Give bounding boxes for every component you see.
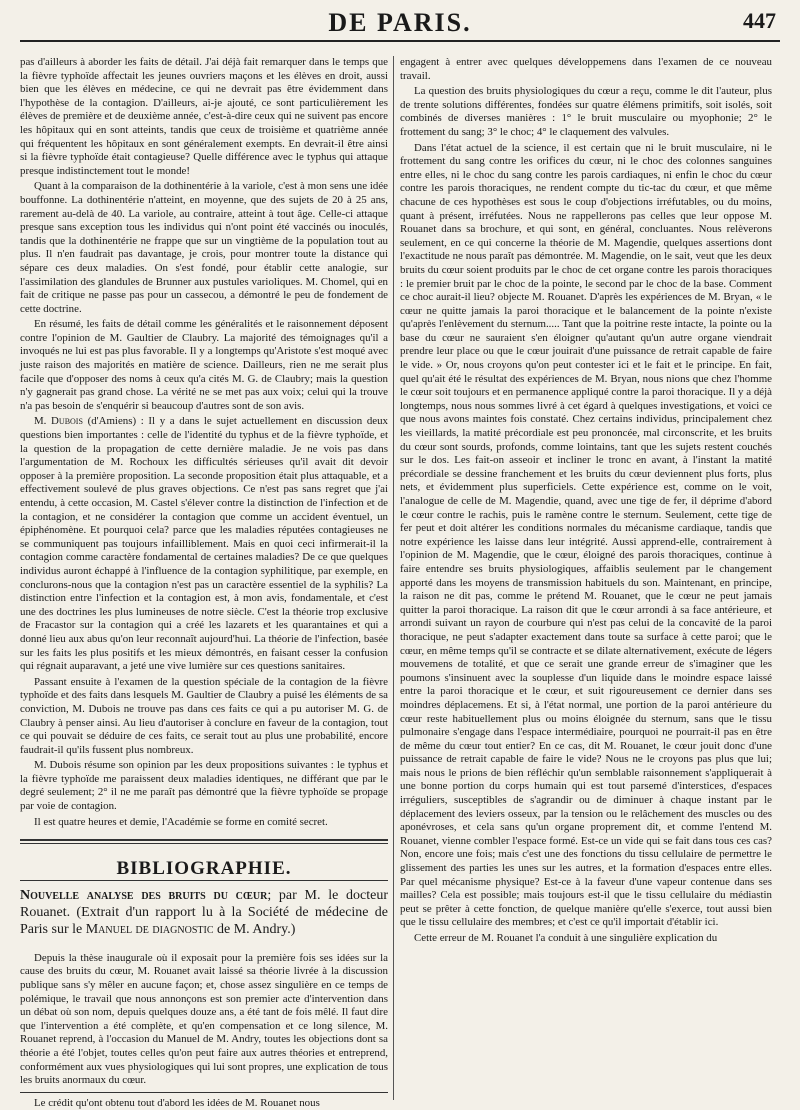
paragraph: engagent à entrer avec quelques développemens dans l'examen de ce nouveau travail. [400, 56, 772, 82]
paragraph: pas d'ailleurs à aborder les faits de détail. J'ai déjà fait remarquer dans le temps que la fièvre typhoïde affectait les jeunes ouvriers maçons et les élèves en droit, aussi bien que les élèves en médecine, ce qui ne devrait pas être évidemment dans l'hypothèse de la contagion. D'ailleurs, ai-je ajouté, ce sont particulièrement les élèves de première et de deuxième année, c'est-à-dire ceux qui ne suivent pas encore les hôpitaux qui en sont atteints, tandis que ceux de troisième et quatrième année qui fréquentent les hôpitaux en sont généralement exempts. En devrait-il être ainsi si la fièvre typhoïde était contagieuse? Quelle différence avec le typhus qui attaque presque indistinctement tout le monde! [20, 56, 388, 177]
page-number: 447 [743, 8, 776, 33]
paragraph-last-line: Cette erreur de M. Rouanet l'a conduit à une singulière explication du [414, 932, 718, 944]
section-separator [20, 839, 388, 844]
paragraph: M. Dubois résume son opinion par les deux propositions suivantes : le typhus et la fièvre typhoïde me paraissent deux maladies identiques, ne différant que par le degré seulement; 2° il ne me paraît pas démontré que la fièvre typhoïde se propage par voie de contagion. [20, 759, 388, 813]
paragraph: Passant ensuite à l'examen de la question spéciale de la contagion de la fièvre typhoïde et des faits dans lesquels M. Gaultier de Claubry a puisé les éléments de sa conviction, M. Dubois ne trouve pas dans ces faits ce qui a pu autoriser M. G. de Claubry à penser ainsi. Au lieu d'autoriser à conclure en faveur de la contagion, tout ce qui pouvait se déduire de ces faits, ce serait tout au plus une probabilité, encore faudrait-il qu'ils fussent plus nombreux. [20, 675, 388, 756]
speaker-name: M. Dubois [34, 415, 83, 428]
paragraph: En résumé, les faits de détail comme les généralités et le raisonnement déposent contre l'opinion de M. Gaultier de Claubry. La majorité des témoignages qu'il a invoqués ne lui est pas plus favorable. Il y a longtemps qu'Aristote s'est moqué avec juste raison des majorités en matière de science. Dailleurs, rien ne me serait plus facile que d'opposer des noms à ceux qu'a cités M. G. de Claubry; mais la question n'y gagnerait pas grand chose. La vérité ne se met pas aux voix; celui qui la trouve n'a pas besoin de s'enquérir si beaucoup d'autres sont de son avis. [20, 318, 388, 412]
article-title-end: de M. Andry.) [213, 921, 296, 937]
page-header [20, 6, 780, 42]
right-column [400, 56, 772, 1100]
paragraph-rule [20, 1092, 388, 1093]
article-title-manuel: Manuel de diagnostic [85, 921, 214, 937]
column-divider [393, 56, 394, 1100]
paragraph: Quant à la comparaison de la dothinentérie à la variole, c'est à mon sens une idée bouffonne. La dothinentérie n'atteint, en moyenne, que des sujets de 20 à 25 ans, rarement au-delà de 40. La variole, au contraire, atteint à tout âge. Celle-ci attaque presque sans exception tous les individus qui n'ont point été vaccinés ou inoculés, tandis que la dothinentérie ne frappe que sur un vingtième de la population tout au plus. Il n'en faudrait pas davantage, je crois, pour montrer toute la distance qui sépare ces deux maladies. On s'est fondé, pour établir cette analogie, sur l'assimilation des glandules de Brunner aux pustules varioliques. M. Chomel, qui en fait de critique ne passe pas pour un cassecou, a démontré le peu de fondement de cette doctrine. [20, 180, 388, 315]
heading-rule [20, 880, 388, 881]
paragraph: La question des bruits physiologiques du cœur a reçu, comme le dit l'auteur, plus de trente solutions différentes, fondées sur quatre élémens primitifs, soit isolés, soit combinés de diverses manières : 1° le bruit musculaire ou myophonie; 2° le frottement du sang; 3° le choc; 4° le claquement des valvules. [400, 85, 772, 138]
speaker-paragraph [20, 415, 388, 673]
paragraph: Dans l'état actuel de la science, il est certain que ni le bruit musculaire, ni le frottement du sang contre les orifices du cœur, ni le choc des colonnes sanguines entre elles, ni le choc du sang contre les parois cardiaques, ni enfin le choc du cœur contre les parois thoraciques, ne rendent compte du tic-tac du cœur, et que même chacune de ces hypothèses est sous le coup d'objections irréfutables, ou du moins, quant à présent, irréfutées. Nous ne rappellerons pas celles que leur oppose M. Rouanet dans sa brochure, et qui sont, en général, concluantes. Nous relèverons seulement, en ce qui concerne la théorie de M. Magendie, quelques assertions dont l'exactitude ne nous paraît pas démontrée. M. Magendie, on le sait, veut que les deux bruits du cœur soient produits par le choc de cet organe contre les parois thoraciques : le premier bruit par le choc de la pointe, le second par le choc de la base. Comment ce choc aurait-il lieu? objecte M. Rouanet. D'après les expériences de M. Bryan, « le cœur ne quitte jamais la paroi thoracique et le balancement de la pointe n'existe qu'après l'enlèvement du sternum..... Tant que la poitrine reste intacte, la pointe ou la base du cœur ne sauraient s'en éloigner qu'autant qu'un autre organe viendrait prendre leur place ou que le cœur jouirait d'une puissance de retrait capable de faire le vide. » Or, nous croyons qu'on peut contester ici et le fait et le principe. En fait, quel qu'ait été le résultat des expériences de M. Bryan, nous nions que chez l'homme le cœur soit toujours et en permanence appliqué contre la paroi thoracique. Il y a déjà longtemps, nous nous sommes livré à cet égard à quelques investigations, et voici ce que nous avons maintes fois constaté. Chez certains individus, principalement chez les vieillards, la matité précordiale est peu prononcée, mal circonscrite, et les bruits du cœur sont sourds, profonds, comme lointains, tant que les sujets restent couchés sur le dos. Les fait-on asseoir et incliner le tronc en avant, à l'instant la matité précordiale se dessine franchement et les bruits du cœur deviennent plus forts, plus nets, et évidemment plus superficiels. Cette expérience est, comme on le voit, l'analogue de celle de M. Magendie, quand, avec une tige de fer, il déprime d'abord le cœur contre le rachis, puis le ramène contre le sternum. Seulement, cette tige de fer peut et doit altérer les conditions normales du mécanisme cardiaque, tandis que notre expérience les laisse dans leur intégrité. Aussi apprend-elle, contrairement à l'opinion de M. Magendie, que le cœur, éloigné des parois thoraciques, continue à faire entendre ses bruits physiologiques, affaiblis seulement par le changement apporté dans les moyens de transmission habituels du son. Maintenant, en principe, la raison ne dit pas, comme le prétend M. Rouanet, que le cœur ne peut jamais quitter la paroi thoracique. La raison dit que le cœur arrondi à sa face antérieure, et arrondi suivant un rayon de courbure qui n'est pas celui de la concavité de la paroi thoracique, ne peut s'adapter exactement dans toute sa surface à cette paroi; que le cœur, en même temps qu'il se contracte et se dilate alternativement, exécute de légers mouvemens de totalité, et que ce serait une grande erreur de s'imaginer que les poumons s'insinuent avec la souplesse d'un liquide dans le moindre espace laissé entre la paroi thoracique et le cœur, et suit rigoureusement ce dernier dans ses moindres déplacemens. Et si, à l'état normal, une portion de la paroi antérieure du cœur reste habituellement plus ou moins éloignée du sternum, sans que le tissu pulmonaire s'engage dans l'espace intermédiaire, pourquoi ne pourrait-il pas en être de même du cœur tout entier? En ce cas, dit M. Rouanet, le cœur jouit donc d'une puissance de retrait capable de faire le vide? Nous ne le croyons pas plus que lui; mais nous le prions de bien réfléchir qu'un semblable raisonnement s'appliquerait à une bonne portion du corps humain qui est tout parsemé d'interstices, d'espaces irréguliers, susceptibles de s'agrandir ou de diminuer à chaque instant par le déplacement des leviers osseux, par la tension ou le relâchement des muscles ou des aponévroses, et cela sans qu'un organe proprement dit, et comme l'entend M. Rouanet, vienne combler l'espace formé. Est-ce un vide qui se fait dans tous ces cas? Non, encore une fois; mais c'est une des fonctions du tissu cellulaire de permettre le glissement des parties les unes sur les autres, et la formation d'espaces entre elles. Par quel mécanisme physique? Est-ce à la faveur d'une vapeur contenue dans ses mailles? Cela est possible; mais toujours est-il que le tissu cellulaire du médiastin peut se prêter à cette fonction, de quelque manière qu'elle s'exerce, tout aussi bien que le tissu cellulaire des membres; et c'est ce qu'il importait d'établir ici. [400, 141, 772, 929]
paragraph: Le crédit qu'ont obtenu tout d'abord les idées de M. Rouanet nous [34, 1096, 320, 1109]
article-title [20, 887, 388, 938]
article-title-caps: Nouvelle analyse des bruits du cœur [20, 887, 268, 903]
article-title-rest: ; par M. le docteur Rouanet. (Extrait d'un rapport lu à la Société de médecine de Paris sur le [20, 887, 389, 937]
section-heading: BIBLIOGRAPHIE. [116, 858, 292, 880]
paragraph: Il est quatre heures et demie, l'Académie se forme en comité secret. [34, 815, 328, 828]
speaker-text: (d'Amiens) : Il y a dans le sujet actuellement en discussion deux questions bien importantes : celle de l'identité du typhus et de la fièvre typhoïde, et la question de la propagation de cette dernière maladie. Je ne vois pas dans l'argumentation de M. Rochoux les difficultés sérieuses qu'il avait dit devoir opposer à la première proposition. La seconde proposition était plus attaquable, et a effectivement soulevé de plus graves objections. Ce n'est pas sans regret que j'ai entendu, à cette occasion, M. Castel s'élever contre la distinction de l'infection et de la contagion, et ne considérer la contagion que comme un accident éventuel, un épiphénomène. Et pourquoi cela? parce que les maladies réputées contagieuses ne se communiquent pas toujours infailliblement. Mais en quoi ceci infirmerait-il la contagion comme caractère fondamental de certaines maladies? De ce que quelques individus auront échappé à l'influence de la contagion syphilitique, par exemple, en conclurons-nous que la contagion n'est pas un caractère essentiel de la syphilis? La distinction entre l'infection et la contagion est, à mon avis, fondamentale, et c'est une des doctrines les plus lumineuses de notre siècle. C'est la théorie trop exclusive de Fracastor sur la contagion qui a créé les lazarets et les quarantaines et qui a donné lieu aux abus qu'on leur reconnaît aujourd'hui. La théorie de l'infection, basée sur les faits les plus positifs et les mieux démontrés, en faisant cesser la confusion qui régnait auparavant, a jeté une vive lumière sur ces questions sanitaires. [20, 415, 388, 673]
left-column [20, 56, 389, 1109]
paragraph: Depuis la thèse inaugurale où il exposait pour la première fois ses idées sur la cause des bruits du cœur, M. Rouanet avait laissé sa théorie livrée à la discussion publique sans s'y mêler en aucune façon; et, chose assez singulière en ce temps de polémique, le travail que nous annonçons est son premier acte d'intervention dans un débat où son nom, depuis quelques douze ans, a été tant de fois mêlé. Il faut dire que l'intervention a été complète, et qu'en compensation et ce long silence, M. Rouanet reprend, à l'occasion du Manuel de M. Andry, toutes les objections dont sa théorie a été l'objet, toutes celles qu'on peut faire aux autres théories et entreprend, conformément aux vues physiologiques qui lui sont propres, une explication de tous les bruits anormaux du cœur. [20, 951, 388, 1087]
page-title: DE PARIS. [328, 8, 472, 37]
